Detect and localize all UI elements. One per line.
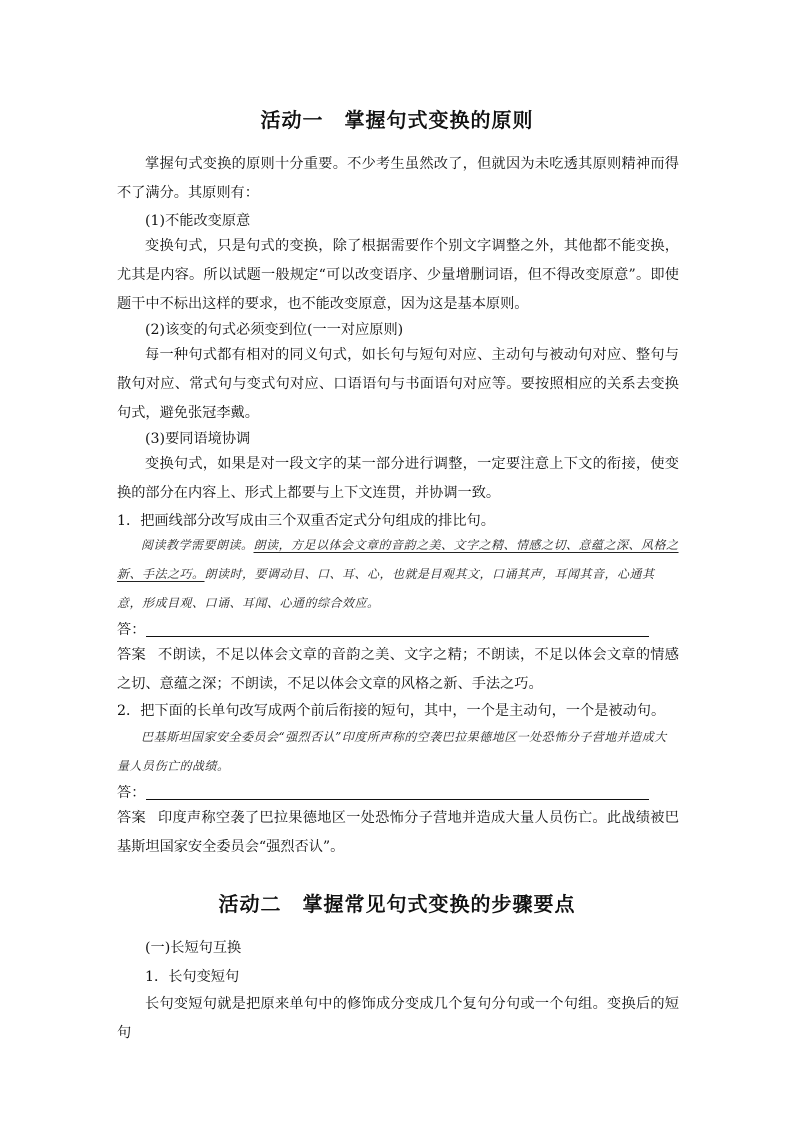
answer-key-label: 答案 <box>117 810 146 826</box>
question2-prompt: 2．把下面的长单句改写成两个前后衔接的短句，其中，一个是主动句，一个是被动句。 <box>117 703 666 719</box>
question1-answer-label: 答： <box>117 622 146 638</box>
section2-subheading: (一)长短句互换 <box>145 940 242 956</box>
question1-passage <box>117 531 679 618</box>
question2-key <box>117 804 679 862</box>
answer-key-text: 不朗读，不足以体会文章的音韵之美、文字之精；不朗读，不足以体会文章的情感之切、意蕴之深；不朗读，不足以体会文章的风格之新、手法之巧。 <box>117 647 679 692</box>
question2-passage: 巴基斯坦国家安全委员会“强烈否认”印度所声称的空袭巴拉果德地区一处恐怖分子营地并造成大量人员伤亡的战绩。 <box>117 730 667 773</box>
question2-answer-rule[interactable] <box>146 799 649 800</box>
section2-subsubheading: 1．长句变短句 <box>145 969 240 985</box>
question2-answer-label: 答： <box>117 785 146 801</box>
question1-key <box>117 641 679 699</box>
answer-key-text: 印度声称空袭了巴拉果德地区一处恐怖分子营地并造成大量人员伤亡。此战绩被巴基斯坦国家安全委员会“强烈否认”。 <box>117 810 679 855</box>
principle3-body: 变换句式，如果是对一段文字的某一部分进行调整，一定要注意上下文的衔接，使变换的部分在内容上、形式上都要与上下文连贯，并协调一致。 <box>117 456 679 501</box>
principle3-heading: (3)要同语境协调 <box>145 431 251 447</box>
principle1-body: 变换句式，只是句式的变换，除了根据需要作个别文字调整之外，其他都不能变换，尤其是内容。所以试题一般规定“可以改变语序、少量增删词语，但不得改变原意”。即使题干中不标出这样的要求，也不能改变原意，因为这是基本原则。 <box>117 238 679 312</box>
passage-plain-text: 阅读教学需要朗读。 <box>141 538 254 552</box>
section2-title: 活动二 掌握常见句式变换的步骤要点 <box>218 892 576 916</box>
question1-answer-rule[interactable] <box>146 636 649 637</box>
section1-intro: 掌握句式变换的原则十分重要。不少考生虽然改了，但就因为未吃透其原则精神而得不了满分。其原则有： <box>117 156 679 201</box>
principle1-heading: (1)不能改变原意 <box>145 213 251 229</box>
answer-key-label: 答案 <box>117 647 146 663</box>
section1-title: 活动一 掌握句式变换的原则 <box>260 108 534 132</box>
passage-rest-text: 朗读时，要调动目、口、耳、心，也就是目观其文，口诵其声，耳闻其音，心通其意，形成目观、口诵、耳闻、心通的综合效应。 <box>117 567 655 610</box>
passage-underlined-text: 朗读，方足以体会文章的音韵之美、文字之精、情感之切、意蕴之深、风格之新、手法之巧。 <box>117 538 679 581</box>
principle2-body: 每一种句式都有相对的同义句式，如长句与短句对应、主动句与被动句对应、整句与散句对应、常式句与变式句对应、口语语句与书面语句对应等。要按照相应的关系去变换句式，避免张冠李戴。 <box>117 347 679 421</box>
principle2-heading: (2)该变的句式必须变到位(一一对应原则) <box>145 322 404 338</box>
section2-body: 长句变短句就是把原来单句中的修饰成分变成几个复句分句或一个句组。变换后的短句 <box>117 996 679 1041</box>
question1-prompt: 1．把画线部分改写成由三个双重否定式分句组成的排比句。 <box>117 513 495 529</box>
